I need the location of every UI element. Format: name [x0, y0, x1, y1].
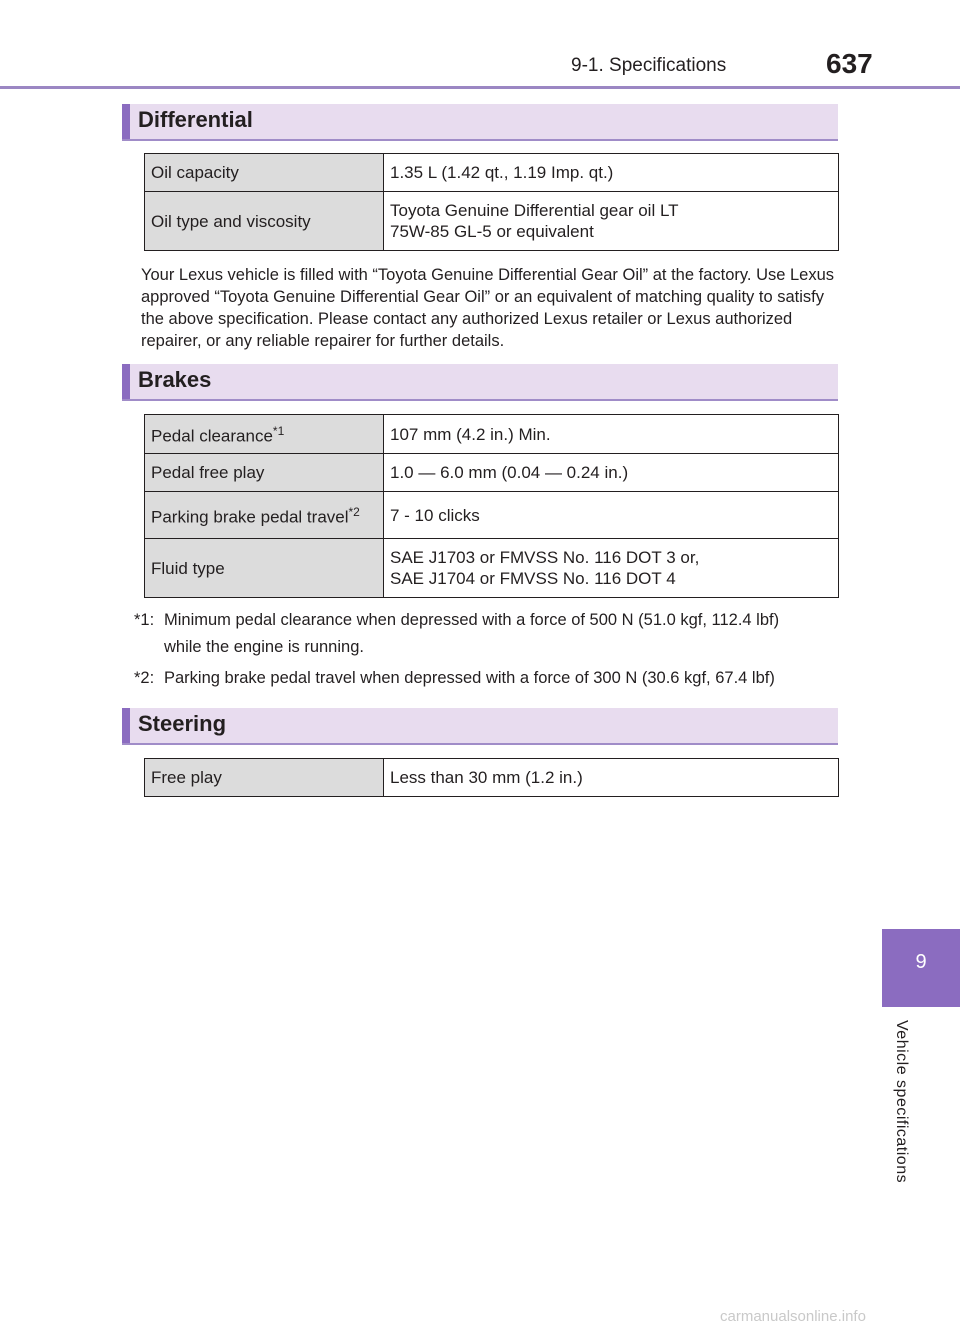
footnote-mark: *2: [348, 505, 360, 520]
footnote-mark: *1:: [134, 611, 155, 629]
spec-label: Pedal free play: [145, 454, 384, 492]
footnote-text: Minimum pedal clearance when depressed with a force of 500 N (51.0 kgf, 112.4 lbf): [164, 611, 780, 629]
spec-label: Parking brake pedal travel$^{*2}$: [145, 492, 384, 539]
brakes-section-header: [122, 364, 838, 401]
footnote-2: [134, 666, 775, 691]
spec-value-line: 75W-85 GL-5 or equivalent: [390, 222, 594, 241]
table-row: [145, 154, 839, 192]
watermark: carmanualsonline.info: [720, 1308, 866, 1325]
table-row: [145, 415, 839, 454]
spec-value: 1.0 — 6.0 mm (0.04 — 0.24 in.): [384, 454, 839, 492]
footnote-mark: *2:: [134, 669, 155, 687]
steering-table: [144, 758, 839, 797]
spec-label: Oil type and viscosity: [145, 192, 384, 251]
table-row: [145, 192, 839, 251]
spec-value: [384, 192, 839, 251]
spec-label: Free play: [145, 759, 384, 797]
spec-value: 107 mm (4.2 in.) Min.: [384, 415, 839, 454]
header-rule: [0, 86, 960, 89]
spec-label: Fluid type: [145, 539, 384, 598]
footnote-1-continued: while the engine is running.: [164, 638, 364, 656]
spec-value: Less than 30 mm (1.2 in.): [384, 759, 839, 797]
spec-value-line: Toyota Genuine Differential gear oil LT: [390, 201, 679, 220]
footnote-mark: *1: [272, 424, 285, 439]
table-row: [145, 539, 839, 598]
header-title: 9-1. Specifications: [571, 55, 727, 76]
brakes-table: [144, 414, 839, 598]
table-row: [145, 759, 839, 797]
page-number: 637: [826, 48, 873, 79]
section-title: Brakes: [138, 367, 212, 392]
spec-value: 7 - 10 clicks: [384, 492, 839, 539]
spec-value: 1.35 L (1.42 qt., 1.19 Imp. qt.): [384, 154, 839, 192]
footnote-text: Parking brake pedal travel when depressed with a force of 300 N (30.6 kgf, 67.4 lbf): [164, 669, 775, 687]
spec-value-line: SAE J1704 or FMVSS No. 116 DOT 4: [390, 569, 676, 588]
section-title: Differential: [138, 107, 253, 132]
spec-value-line: SAE J1703 or FMVSS No. 116 DOT 3 or,: [390, 548, 700, 567]
differential-section-header: [122, 104, 838, 141]
section-title: Steering: [138, 711, 227, 736]
table-row: [145, 492, 839, 539]
differential-paragraph: Your Lexus vehicle is filled with “Toyota Genuine Differential Gear Oil” at the factory. Use Lexus approved “Toyota Genuine Differential Gear Oil” or an equivalent of matching quality to satisfy the above specification. Please contact any authorized Lexus retailer or Lexus authorized repairer, or any reliable repairer for further details.: [141, 266, 835, 350]
steering-section-header: [122, 708, 838, 745]
footnote-1: [134, 608, 779, 633]
chapter-label: Vehicle specifications: [893, 1020, 910, 1184]
spec-value: [384, 539, 839, 598]
spec-label: Pedal clearance$^{*1}$: [145, 415, 384, 454]
table-row: [145, 454, 839, 492]
differential-table: [144, 153, 839, 251]
spec-label: Oil capacity: [145, 154, 384, 192]
chapter-tab[interactable]: 9: [882, 929, 960, 1007]
